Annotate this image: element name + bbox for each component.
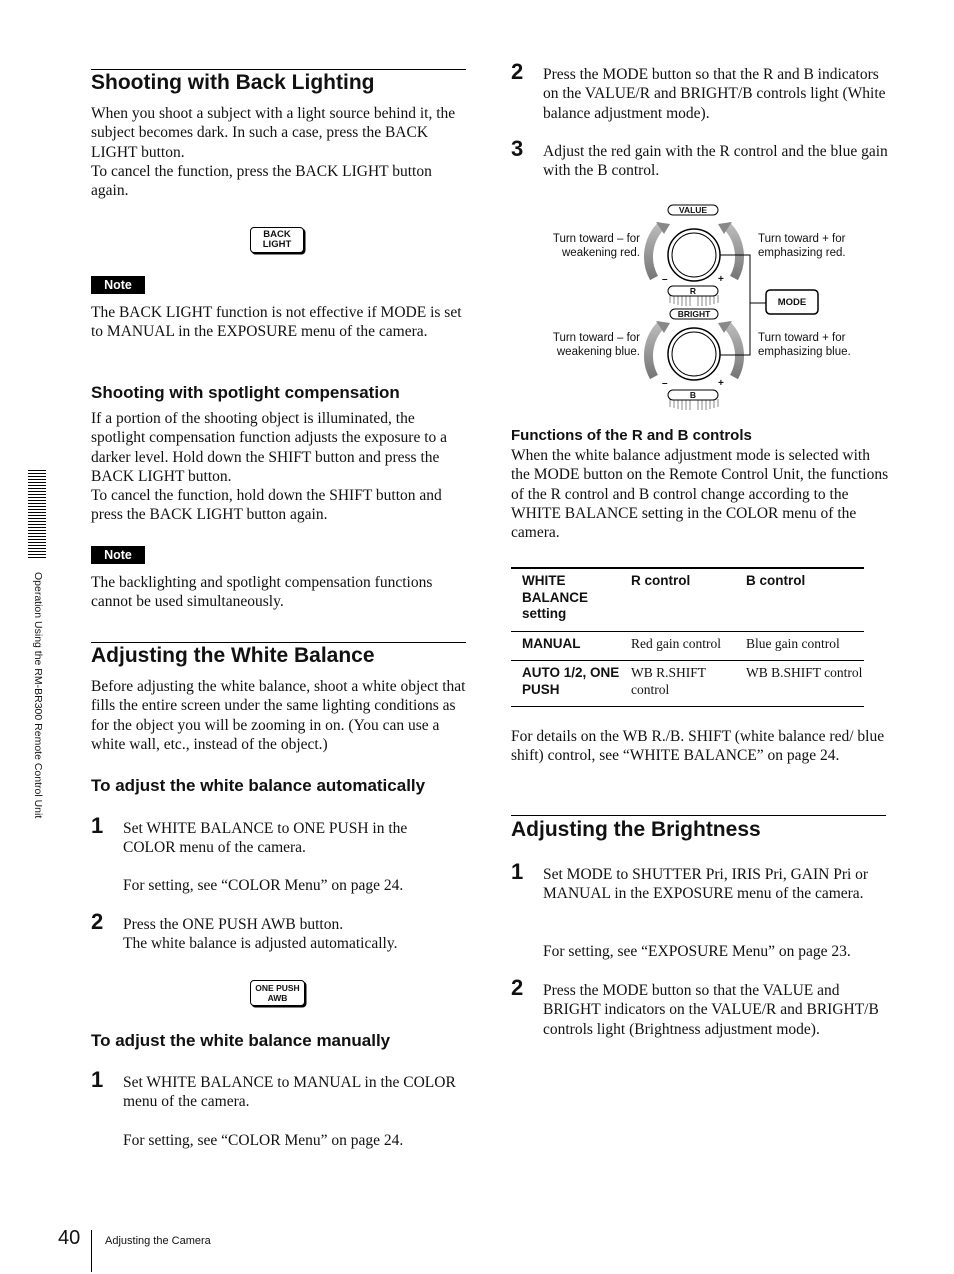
one-push-awb-button-icon (250, 980, 305, 1006)
table-header-cell: R control (631, 573, 691, 588)
backlight-cancel-paragraph: To cancel the function, press the BACK LIGHT button again. (91, 163, 432, 200)
plus-sign: + (718, 274, 724, 285)
section-title-white-balance: Adjusting the White Balance (91, 644, 375, 667)
section-rule (511, 815, 886, 816)
step-subtext: For setting, see “COLOR Menu” on page 24. (123, 1132, 404, 1149)
one-push-button-line1: ONE PUSH (255, 983, 300, 993)
note-label: Note (91, 546, 145, 564)
table-cell: MANUAL (522, 635, 581, 651)
step-text: Press the MODE button so that the VALUE and BRIGHT indicators on the VALUE/R and BRIGHT/B controls light (Brightness adjustment mode). (543, 982, 879, 1038)
step-subtext: For setting, see “EXPOSURE Menu” on page 23. (543, 943, 851, 960)
subsection-title-auto: To adjust the white balance automatically (91, 776, 426, 795)
rb-control-diagram (530, 200, 880, 415)
one-push-button-line2: AWB (267, 993, 288, 1003)
step-text: Set MODE to SHUTTER Pri, IRIS Pri, GAIN Pri or MANUAL in the EXPOSURE menu of the camera. (543, 866, 869, 903)
white-balance-table (511, 569, 864, 707)
table-cell: WB R.SHIFT control (631, 665, 706, 697)
step-subtext: For setting, see “COLOR Menu” on page 24. (123, 877, 404, 894)
step-number: 1 (91, 813, 104, 838)
section-title-backlight: Shooting with Back Lighting (91, 71, 375, 94)
step-subtext: The white balance is adjusted automatically. (123, 935, 398, 952)
step-text: Adjust the red gain with the R control and the blue gain with the B control. (543, 143, 888, 180)
step-text: Press the ONE PUSH AWB button. (123, 916, 344, 933)
mode-button-label: MODE (777, 297, 807, 308)
backlight-note-text: The BACK LIGHT function is not effective if MODE is set to MANUAL in the EXPOSURE menu of the camera. (91, 304, 462, 341)
step-text: Set WHITE BALANCE to ONE PUSH in the COLOR menu of the camera. (123, 820, 408, 857)
step-number: 2 (511, 59, 524, 84)
b-label: B (689, 390, 697, 400)
side-tab-label: Operation Using the RM-BR300 Remote Control Unit (32, 572, 44, 819)
spotlight-paragraph: If a portion of the shooting object is illuminated, the spotlight compensation function adjusts the exposure to a darker level. Hold down the SHIFT button and press the BACK LIGHT button. (91, 410, 448, 485)
functions-title: Functions of the R and B controls (511, 427, 752, 444)
minus-sign: – (662, 274, 668, 285)
annotation-emphasize-red: Turn toward + for emphasizing red. (758, 233, 846, 259)
minus-sign: – (662, 378, 668, 389)
functions-paragraph: When the white balance adjustment mode is selected with the MODE button on the Remote Control Unit, the functions of the R control and B control change according to the WHITE BALANCE setting in the COLOR menu of the camera. (511, 447, 889, 542)
white-balance-paragraph: Before adjusting the white balance, shoot a white object that fills the entire screen under the same lighting conditions as for the object you will be zooming in on. (You can use a white wall, etc., instead of the object.) (91, 678, 466, 753)
step-number: 1 (511, 859, 524, 884)
side-tab-marker (28, 470, 46, 560)
section-title-brightness: Adjusting the Brightness (511, 818, 761, 841)
table-cell: Blue gain control (746, 635, 840, 651)
table-cell: Red gain control (631, 635, 721, 651)
subsection-title-manual: To adjust the white balance manually (91, 1031, 391, 1050)
spotlight-cancel-paragraph: To cancel the function, hold down the SHIFT button and press the BACK LIGHT button again. (91, 487, 442, 524)
bright-label: BRIGHT (677, 309, 711, 319)
note-label: Note (91, 276, 145, 294)
step-number: 1 (91, 1067, 104, 1092)
details-paragraph: For details on the WB R./B. SHIFT (white balance red/ blue shift) control, see “WHITE BALANCE” on page 24. (511, 728, 885, 765)
table-header-cell: B control (746, 573, 806, 588)
back-light-button-icon (250, 227, 304, 253)
step-number: 3 (511, 136, 524, 161)
annotation-emphasize-blue: Turn toward + for emphasizing blue. (758, 332, 851, 358)
step-text: Set WHITE BALANCE to MANUAL in the COLOR menu of the camera. (123, 1074, 456, 1111)
back-light-button-line1: BACK (263, 229, 291, 240)
plus-sign: + (718, 378, 724, 389)
table-cell: AUTO 1/2, ONE PUSH (522, 665, 620, 697)
footer-section-label: Adjusting the Camera (105, 1235, 211, 1247)
value-label: VALUE (678, 205, 708, 215)
annotation-weaken-red: Turn toward – for weakening red. (552, 233, 640, 259)
table-header-cell: WHITE BALANCE setting (522, 573, 588, 621)
table-header-row (511, 569, 864, 631)
table-cell: WB B.SHIFT control (746, 665, 863, 680)
spotlight-note-text: The backlighting and spotlight compensation functions cannot be used simultaneously. (91, 574, 433, 611)
step-text: Press the MODE button so that the R and B indicators on the VALUE/R and BRIGHT/B controls light (White balance adjustment mode). (543, 66, 886, 122)
page-number: 40 (58, 1227, 81, 1249)
annotation-weaken-blue: Turn toward – for weakening blue. (552, 332, 640, 358)
table-row (511, 631, 864, 661)
step-number: 2 (91, 909, 104, 934)
backlight-paragraph: When you shoot a subject with a light source behind it, the subject becomes dark. In such a case, press the BACK LIGHT button. (91, 105, 456, 161)
table-row (511, 661, 864, 707)
back-light-button-line2: LIGHT (262, 239, 292, 250)
subsection-title-spotlight: Shooting with spotlight compensation (91, 383, 400, 402)
step-number: 2 (511, 975, 524, 1000)
footer-divider (91, 1230, 92, 1272)
r-label: R (689, 286, 697, 296)
